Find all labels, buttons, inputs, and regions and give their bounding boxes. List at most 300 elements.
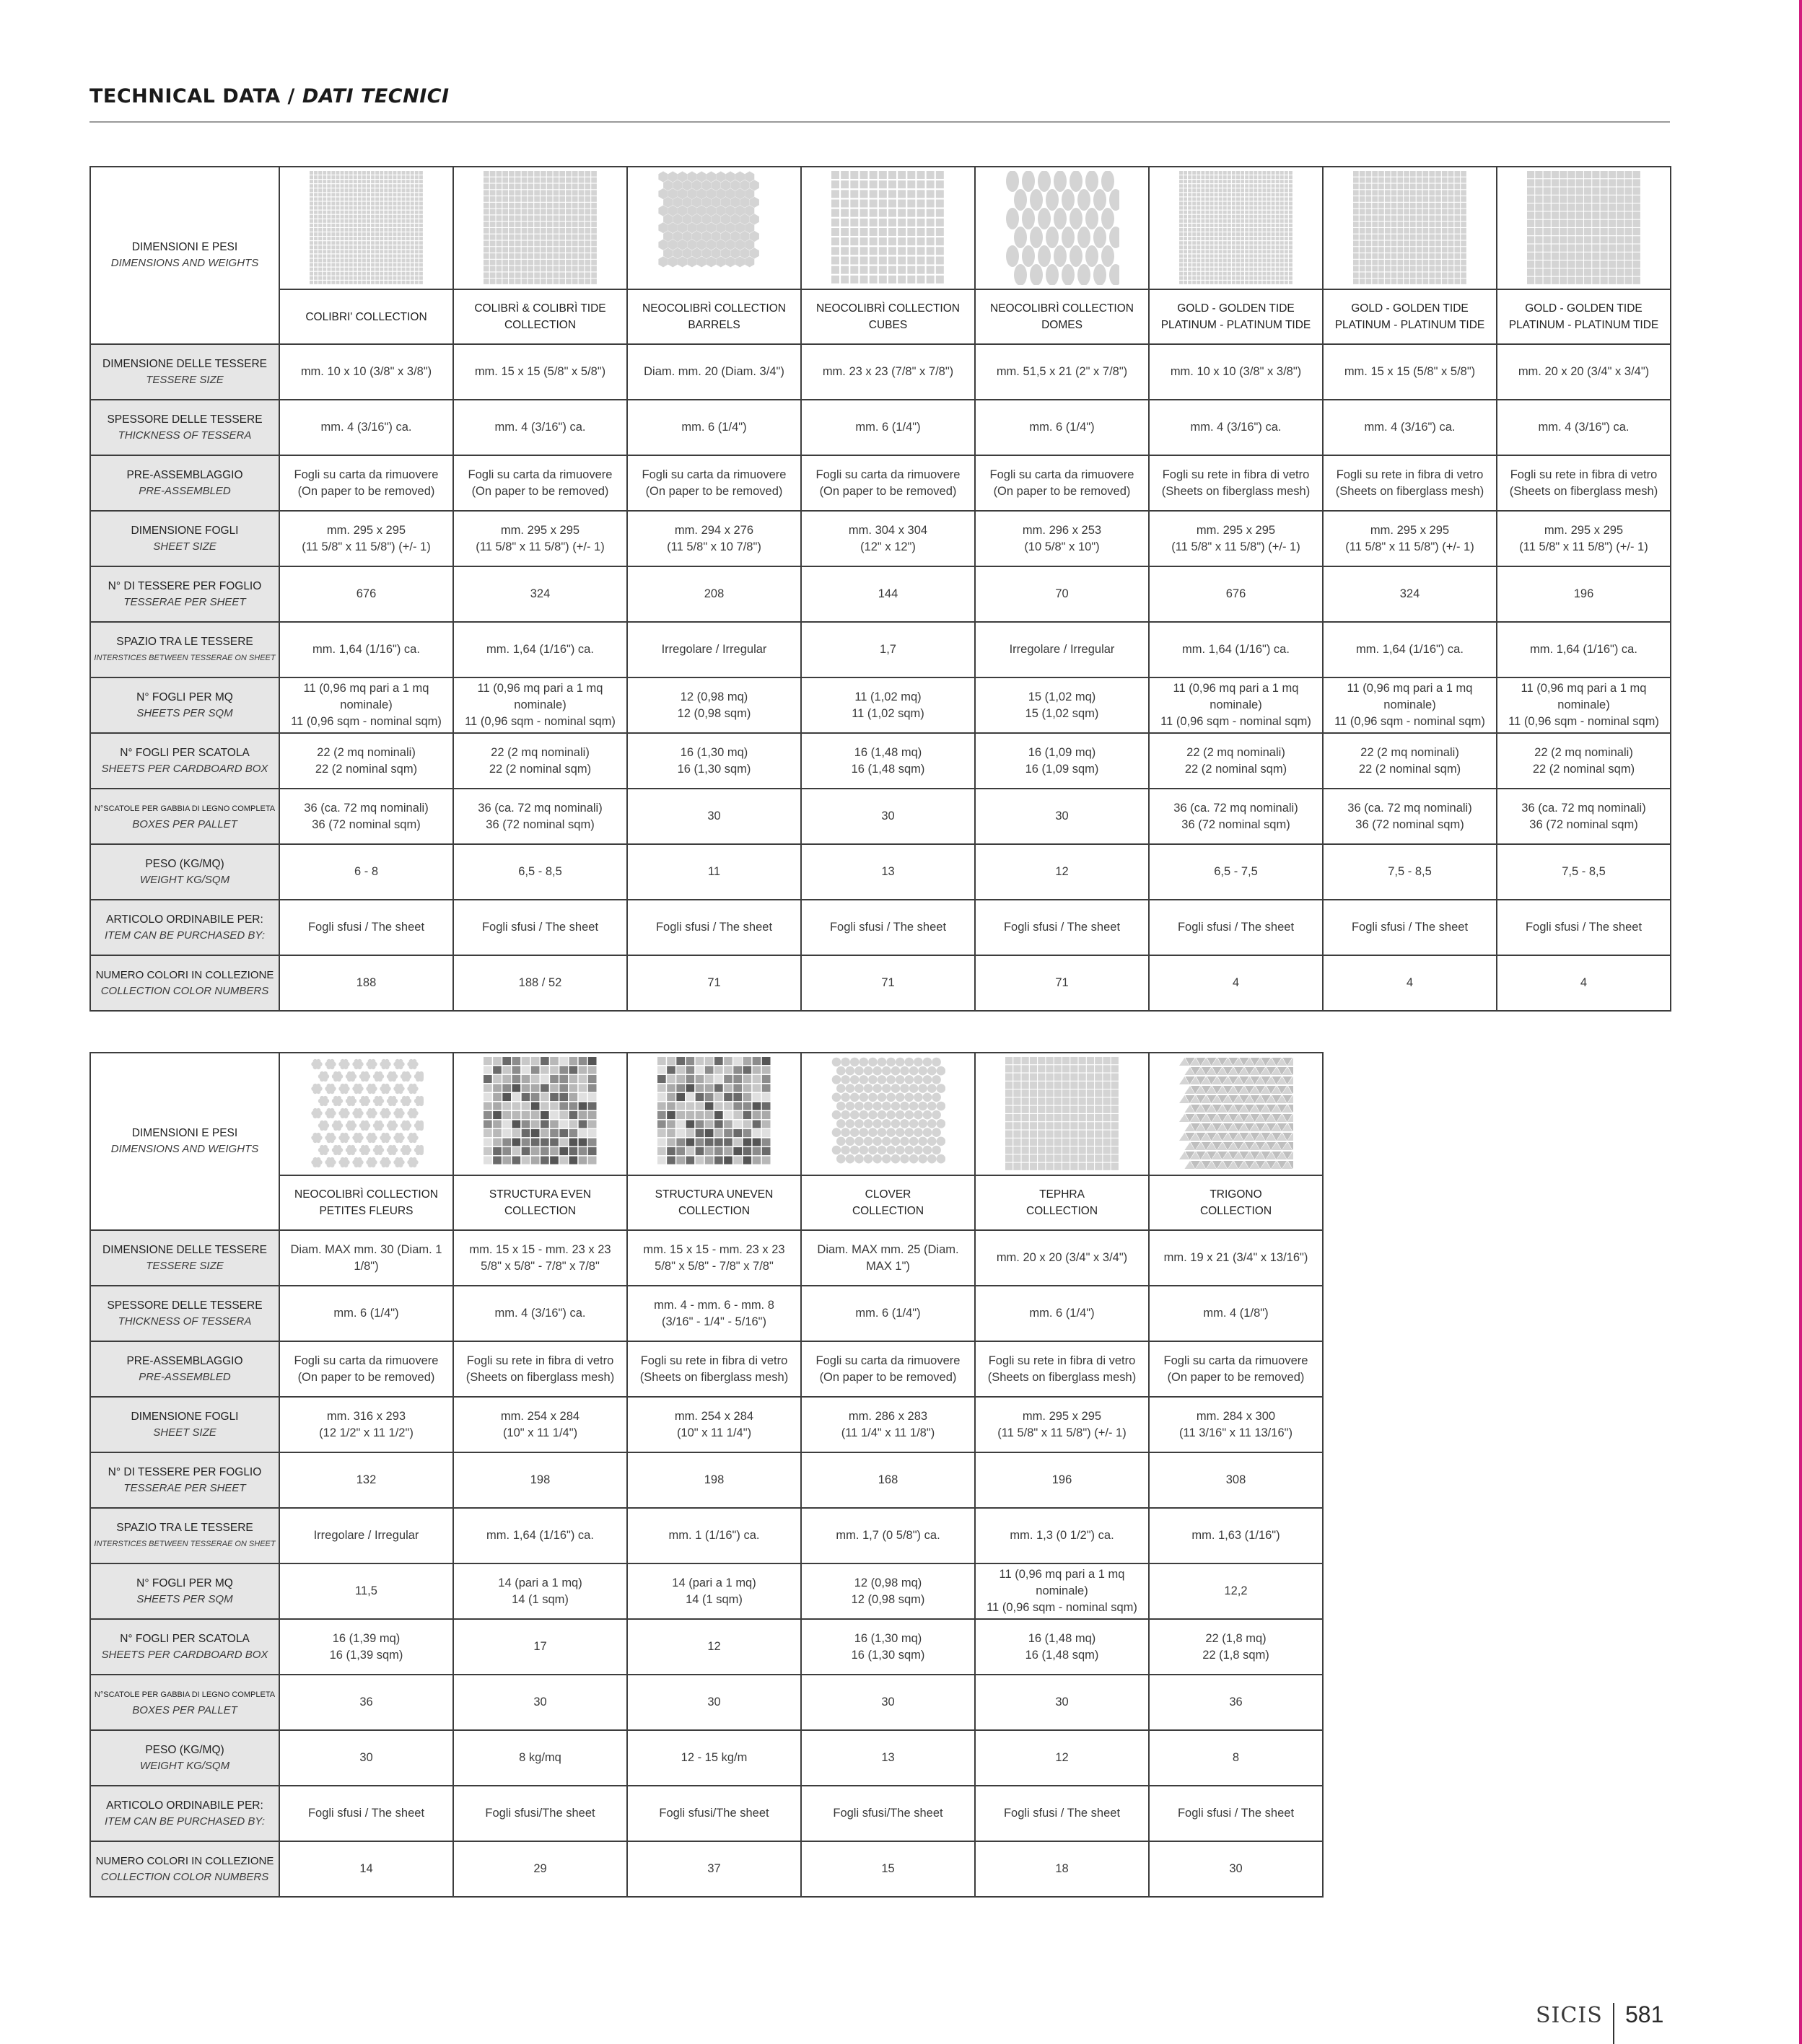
table-cell: mm. 286 x 283 (11 1/4" x 11 1/8") [801, 1397, 975, 1452]
row-label [90, 455, 279, 511]
row-label-italian: N° DI TESSERE PER FOGLIO [108, 1465, 262, 1478]
table-cell: mm. 6 (1/4") [801, 400, 975, 455]
table-cell: mm. 295 x 295 (11 5/8" x 11 5/8") (+/- 1) [279, 511, 453, 566]
table-cell: mm. 254 x 284 (10" x 11 1/4") [453, 1397, 627, 1452]
table-row [90, 1619, 1323, 1675]
table-row [90, 900, 1671, 955]
table-cell: 12 [975, 1730, 1149, 1786]
table-cell: Fogli su rete in fibra di vetro (Sheets on fiberglass mesh) [627, 1341, 801, 1397]
row-label-italian: SPAZIO TRA LE TESSERE [116, 635, 253, 648]
table-cell: mm. 10 x 10 (3/8" x 3/8") [1149, 344, 1323, 400]
table-cell: mm. 15 x 15 (5/8" x 5/8") [1323, 344, 1497, 400]
row-label-italian: N°SCATOLE PER GABBIA DI LEGNO COMPLETA [94, 1690, 276, 1699]
table-cell: Fogli sfusi / The sheet [627, 900, 801, 955]
product-swatch-cell [279, 167, 453, 289]
row-label-english: SHEET SIZE [153, 1426, 216, 1439]
row-label [90, 677, 279, 733]
table-cell: 18 [975, 1841, 1149, 1897]
table-row [90, 1397, 1323, 1452]
table-cell: mm. 23 x 23 (7/8" x 7/8") [801, 344, 975, 400]
row-label [90, 1341, 279, 1397]
table-cell: Irregolare / Irregular [975, 622, 1149, 677]
row-label-italian: NUMERO COLORI IN COLLEZIONE [95, 1854, 274, 1867]
row-label-italian: DIMENSIONE FOGLI [131, 524, 239, 537]
table-cell: 676 [279, 566, 453, 622]
footer-divider [1613, 2003, 1614, 2044]
row-label-italian: PRE-ASSEMBLAGGIO [126, 468, 243, 481]
table-cell: Fogli sfusi / The sheet [279, 1786, 453, 1841]
table-cell: 36 (ca. 72 mq nominali) 36 (72 nominal sqm) [279, 789, 453, 844]
table-row [90, 511, 1671, 566]
table-cell: mm. 15 x 15 - mm. 23 x 23 5/8" x 5/8" - 7/8" x 7/8" [627, 1230, 801, 1286]
table-cell: mm. 295 x 295 (11 5/8" x 11 5/8") (+/- 1) [975, 1397, 1149, 1452]
table-cell: 11 (0,96 mq pari a 1 mq nominale) 11 (0,96 sqm - nominal sqm) [279, 677, 453, 733]
table-cell: 37 [627, 1841, 801, 1897]
table-cell: mm. 20 x 20 (3/4" x 3/4") [975, 1230, 1149, 1286]
table-cell: 16 (1,09 mq) 16 (1,09 sqm) [975, 733, 1149, 789]
dimensions-weights-label-italian: DIMENSIONI E PESI [131, 1127, 238, 1139]
table-cell: mm. 316 x 293 (12 1/2" x 11 1/2") [279, 1397, 453, 1452]
row-label-english: TESSERE SIZE [146, 373, 224, 386]
row-label [90, 1730, 279, 1786]
table-cell: 6,5 - 8,5 [453, 844, 627, 900]
mixed-tile-icon [657, 1057, 771, 1171]
table-cell: 22 (2 mq nominali) 22 (2 nominal sqm) [1323, 733, 1497, 789]
grid-icon [1353, 171, 1467, 285]
row-label [90, 1230, 279, 1286]
table-row [90, 344, 1671, 400]
product-name: NEOCOLIBRÌ COLLECTION BARRELS [627, 289, 801, 344]
row-label [90, 900, 279, 955]
technical-data-table-2 [89, 1052, 1324, 1898]
table-cell: 11 (0,96 mq pari a 1 mq nominale) 11 (0,96 sqm - nominal sqm) [1497, 677, 1671, 733]
row-label-english: THICKNESS OF TESSERA [118, 429, 252, 442]
table-cell: Fogli su rete in fibra di vetro (Sheets on fiberglass mesh) [975, 1341, 1149, 1397]
table-cell: 36 (ca. 72 mq nominali) 36 (72 nominal sqm) [453, 789, 627, 844]
table-row [90, 1786, 1323, 1841]
product-swatch-cell [1149, 167, 1323, 289]
table-cell: 30 [975, 789, 1149, 844]
table-cell: mm. 1 (1/16") ca. [627, 1508, 801, 1563]
table-cell: 22 (2 mq nominali) 22 (2 nominal sqm) [279, 733, 453, 789]
table-cell: 6,5 - 7,5 [1149, 844, 1323, 900]
table-cell: Fogli su rete in fibra di vetro (Sheets on fiberglass mesh) [1323, 455, 1497, 511]
table-cell: 30 [279, 1730, 453, 1786]
product-swatch-cell [279, 1053, 453, 1175]
row-label-english: INTERSTICES BETWEEN TESSERAE ON SHEET [94, 653, 276, 662]
row-label-english: TESSERAE PER SHEET [123, 595, 246, 608]
table-cell: 188 [279, 955, 453, 1011]
mixed-tile-icon [484, 1057, 598, 1171]
table-cell: 4 [1323, 955, 1497, 1011]
fine-grid-icon [1179, 171, 1293, 285]
table-row [90, 1730, 1323, 1786]
row-label-italian: N°SCATOLE PER GABBIA DI LEGNO COMPLETA [94, 804, 276, 813]
table-cell: 198 [453, 1452, 627, 1508]
table-cell: Fogli su carta da rimuovere (On paper to be removed) [453, 455, 627, 511]
square-grid-icon [831, 171, 945, 285]
hexagon-pattern-icon [657, 171, 771, 285]
product-swatch-cell [453, 1053, 627, 1175]
product-name: TEPHRA COLLECTION [975, 1175, 1149, 1230]
table-row [90, 1841, 1323, 1897]
product-swatch-cell [801, 1053, 975, 1175]
row-label-english: SHEETS PER SQM [136, 706, 233, 719]
table-row [90, 1341, 1323, 1397]
table-cell: mm. 19 x 21 (3/4" x 13/16") [1149, 1230, 1323, 1286]
table-cell: 71 [801, 955, 975, 1011]
table-cell: Fogli su carta da rimuovere (On paper to be removed) [279, 455, 453, 511]
row-label-english: BOXES PER PALLET [132, 1703, 237, 1716]
table-cell: Fogli su carta da rimuovere (On paper to be removed) [801, 455, 975, 511]
table-cell: mm. 1,3 (0 1/2") ca. [975, 1508, 1149, 1563]
table-cell: Fogli sfusi / The sheet [975, 900, 1149, 955]
table-cell: 16 (1,48 mq) 16 (1,48 sqm) [801, 733, 975, 789]
table-cell: 11 [627, 844, 801, 900]
table-cell: mm. 6 (1/4") [627, 400, 801, 455]
table-cell: 4 [1149, 955, 1323, 1011]
table-cell: 36 (ca. 72 mq nominali) 36 (72 nominal sqm) [1323, 789, 1497, 844]
row-label-italian: N° FOGLI PER MQ [136, 690, 233, 703]
product-name: NEOCOLIBRÌ COLLECTION PETITES FLEURS [279, 1175, 453, 1230]
table-cell: 30 [627, 1675, 801, 1730]
row-label [90, 1452, 279, 1508]
row-label [90, 566, 279, 622]
table-cell: mm. 1,64 (1/16") ca. [1497, 622, 1671, 677]
table-cell: 11 (0,96 mq pari a 1 mq nominale) 11 (0,96 sqm - nominal sqm) [975, 1563, 1149, 1619]
product-name: GOLD - GOLDEN TIDE PLATINUM - PLATINUM TIDE [1497, 289, 1671, 344]
row-label [90, 511, 279, 566]
table-cell: 14 [279, 1841, 453, 1897]
table-cell: mm. 15 x 15 - mm. 23 x 23 5/8" x 5/8" - 7/8" x 7/8" [453, 1230, 627, 1286]
product-name: TRIGONO COLLECTION [1149, 1175, 1323, 1230]
table-cell: mm. 10 x 10 (3/8" x 3/8") [279, 344, 453, 400]
table-cell: 15 [801, 1841, 975, 1897]
table-row [90, 844, 1671, 900]
table-cell: 17 [453, 1619, 627, 1675]
table-cell: 7,5 - 8,5 [1323, 844, 1497, 900]
table-cell: 12 (0,98 mq) 12 (0,98 sqm) [801, 1563, 975, 1619]
product-swatch-cell [1149, 1053, 1323, 1175]
table-cell: 11 (0,96 mq pari a 1 mq nominale) 11 (0,96 sqm - nominal sqm) [1323, 677, 1497, 733]
row-label-italian: PRE-ASSEMBLAGGIO [126, 1354, 243, 1367]
row-label-italian: ARTICOLO ORDINABILE PER: [106, 913, 263, 926]
table-cell: mm. 6 (1/4") [801, 1286, 975, 1341]
row-label-english: PRE-ASSEMBLED [139, 1370, 231, 1383]
table-cell: 36 [279, 1675, 453, 1730]
clover-pattern-icon [831, 1057, 945, 1171]
dimensions-weights-label-italian: DIMENSIONI E PESI [131, 241, 238, 253]
row-label-italian: SPESSORE DELLE TESSERE [107, 1299, 263, 1312]
row-label [90, 1786, 279, 1841]
product-swatch-cell [975, 1053, 1149, 1175]
table-cell: 12,2 [1149, 1563, 1323, 1619]
table-cell: mm. 1,7 (0 5/8") ca. [801, 1508, 975, 1563]
row-label-italian: ARTICOLO ORDINABILE PER: [106, 1799, 263, 1812]
table-cell: mm. 4 (3/16") ca. [453, 1286, 627, 1341]
row-label-italian: NUMERO COLORI IN COLLEZIONE [95, 968, 274, 981]
table-row [90, 622, 1671, 677]
row-label-english: BOXES PER PALLET [132, 817, 237, 830]
product-name: GOLD - GOLDEN TIDE PLATINUM - PLATINUM TIDE [1323, 289, 1497, 344]
table-cell: 11 (0,96 mq pari a 1 mq nominale) 11 (0,96 sqm - nominal sqm) [453, 677, 627, 733]
row-label [90, 1508, 279, 1563]
table-cell: 208 [627, 566, 801, 622]
table-cell: 11 (0,96 mq pari a 1 mq nominale) 11 (0,96 sqm - nominal sqm) [1149, 677, 1323, 733]
table-cell: 13 [801, 844, 975, 900]
table-cell: 11 (1,02 mq) 11 (1,02 sqm) [801, 677, 975, 733]
product-name: STRUCTURA UNEVEN COLLECTION [627, 1175, 801, 1230]
table-cell: Diam. MAX mm. 25 (Diam. MAX 1") [801, 1230, 975, 1286]
table-cell: Fogli sfusi / The sheet [453, 900, 627, 955]
table-cell: mm. 20 x 20 (3/4" x 3/4") [1497, 344, 1671, 400]
table-cell: Fogli su carta da rimuovere (On paper to be removed) [801, 1341, 975, 1397]
table-cell: Fogli su rete in fibra di vetro (Sheets on fiberglass mesh) [1149, 455, 1323, 511]
product-swatch-cell [627, 1053, 801, 1175]
table-cell: Irregolare / Irregular [627, 622, 801, 677]
table-cell: mm. 294 x 276 (11 5/8" x 10 7/8") [627, 511, 801, 566]
table-cell: mm. 296 x 253 (10 5/8" x 10") [975, 511, 1149, 566]
row-label-english: ITEM CAN BE PURCHASED BY: [105, 929, 265, 942]
table-cell: mm. 1,64 (1/16") ca. [1323, 622, 1497, 677]
product-swatch-cell [801, 167, 975, 289]
table-cell: 1,7 [801, 622, 975, 677]
triangle-pattern-icon [1179, 1057, 1293, 1171]
row-label-italian: N° FOGLI PER SCATOLA [120, 1632, 250, 1645]
table-cell: Fogli sfusi / The sheet [801, 900, 975, 955]
table-cell: 196 [1497, 566, 1671, 622]
table-cell: Fogli sfusi/The sheet [453, 1786, 627, 1841]
table-cell: 12 (0,98 mq) 12 (0,98 sqm) [627, 677, 801, 733]
row-label-english: SHEETS PER CARDBOARD BOX [101, 1648, 268, 1661]
table-row [90, 1286, 1323, 1341]
table-cell: Fogli sfusi/The sheet [627, 1786, 801, 1841]
row-label-italian: N° FOGLI PER MQ [136, 1576, 233, 1589]
table-cell: 14 (pari a 1 mq) 14 (1 sqm) [627, 1563, 801, 1619]
row-label-english: WEIGHT KG/SQM [139, 1759, 230, 1772]
table-cell: Fogli sfusi / The sheet [279, 900, 453, 955]
table-row [90, 1230, 1323, 1286]
table-row [90, 1563, 1323, 1619]
table-cell: mm. 1,63 (1/16") [1149, 1508, 1323, 1563]
product-name: STRUCTURA EVEN COLLECTION [453, 1175, 627, 1230]
table-row [90, 955, 1671, 1011]
table-cell: Fogli sfusi/The sheet [801, 1786, 975, 1841]
table-cell: 29 [453, 1841, 627, 1897]
table-cell: 71 [627, 955, 801, 1011]
row-label-english: SHEET SIZE [153, 540, 216, 553]
table-cell: mm. 4 (3/16") ca. [453, 400, 627, 455]
table-cell: mm. 4 (3/16") ca. [1149, 400, 1323, 455]
product-swatch-cell [1497, 167, 1671, 289]
table-row [90, 1508, 1323, 1563]
table-cell: 16 (1,30 mq) 16 (1,30 sqm) [801, 1619, 975, 1675]
table-row [90, 455, 1671, 511]
row-label [90, 1675, 279, 1730]
table-cell: 11,5 [279, 1563, 453, 1619]
page-title-main: TECHNICAL DATA / [89, 85, 302, 108]
row-label [90, 344, 279, 400]
product-name: CLOVER COLLECTION [801, 1175, 975, 1230]
table-cell: mm. 1,64 (1/16") ca. [279, 622, 453, 677]
table-cell: Fogli su carta da rimuovere (On paper to be removed) [279, 1341, 453, 1397]
table-cell: 36 [1149, 1675, 1323, 1730]
row-label-italian: DIMENSIONE DELLE TESSERE [102, 1243, 267, 1256]
table-cell: 12 [975, 844, 1149, 900]
medium-grid-icon [1527, 171, 1641, 285]
table-cell: 8 [1149, 1730, 1323, 1786]
table-cell: mm. 6 (1/4") [975, 400, 1149, 455]
brand-logo: SICIS [1536, 2003, 1603, 2028]
table-cell: mm. 51,5 x 21 (2" x 7/8") [975, 344, 1149, 400]
row-label [90, 733, 279, 789]
table-cell: mm. 4 (3/16") ca. [1497, 400, 1671, 455]
table-row [90, 566, 1671, 622]
row-label-english: SHEETS PER SQM [136, 1592, 233, 1605]
product-swatch-cell [975, 167, 1149, 289]
table-cell: 4 [1497, 955, 1671, 1011]
dimensions-weights-label-english: DIMENSIONS AND WEIGHTS [110, 1143, 259, 1155]
title-divider [89, 121, 1670, 123]
row-label-italian: SPESSORE DELLE TESSERE [107, 413, 263, 426]
table-cell: 16 (1,39 mq) 16 (1,39 sqm) [279, 1619, 453, 1675]
row-label-english: INTERSTICES BETWEEN TESSERAE ON SHEET [94, 1539, 276, 1548]
row-label-english: WEIGHT KG/SQM [139, 873, 230, 886]
product-name: COLIBRÌ & COLIBRÌ TIDE COLLECTION [453, 289, 627, 344]
table-cell: 36 (ca. 72 mq nominali) 36 (72 nominal sqm) [1149, 789, 1323, 844]
table-cell: 308 [1149, 1452, 1323, 1508]
table-cell: mm. 295 x 295 (11 5/8" x 11 5/8") (+/- 1) [453, 511, 627, 566]
table-row [90, 400, 1671, 455]
table-cell: mm. 284 x 300 (11 3/16" x 11 13/16") [1149, 1397, 1323, 1452]
row-label [90, 844, 279, 900]
table-cell: Fogli su carta da rimuovere (On paper to be removed) [1149, 1341, 1323, 1397]
table-cell: 22 (1,8 mq) 22 (1,8 sqm) [1149, 1619, 1323, 1675]
table-cell: 6 - 8 [279, 844, 453, 900]
table-cell: Fogli sfusi / The sheet [975, 1786, 1149, 1841]
table-cell: 30 [627, 789, 801, 844]
table-cell: 13 [801, 1730, 975, 1786]
table-row [90, 733, 1671, 789]
table-cell: 15 (1,02 mq) 15 (1,02 sqm) [975, 677, 1149, 733]
table-cell: Diam. mm. 20 (Diam. 3/4") [627, 344, 801, 400]
medium-grid-icon [1005, 1057, 1119, 1171]
row-label-english: THICKNESS OF TESSERA [118, 1315, 252, 1328]
table-row [90, 789, 1671, 844]
table-cell: mm. 1,64 (1/16") ca. [453, 622, 627, 677]
row-label [90, 955, 279, 1011]
row-label-english: COLLECTION COLOR NUMBERS [100, 984, 269, 997]
table-cell: mm. 4 (3/16") ca. [1323, 400, 1497, 455]
table-cell: mm. 295 x 295 (11 5/8" x 11 5/8") (+/- 1) [1323, 511, 1497, 566]
product-name: GOLD - GOLDEN TIDE PLATINUM - PLATINUM TIDE [1149, 289, 1323, 344]
fine-grid-icon [310, 171, 424, 285]
table-cell: 198 [627, 1452, 801, 1508]
page-edge-accent [1799, 0, 1802, 2044]
table-cell: mm. 254 x 284 (10" x 11 1/4") [627, 1397, 801, 1452]
table-cell: Fogli su carta da rimuovere (On paper to be removed) [627, 455, 801, 511]
table-cell: mm. 295 x 295 (11 5/8" x 11 5/8") (+/- 1) [1149, 511, 1323, 566]
row-label-english: COLLECTION COLOR NUMBERS [100, 1870, 269, 1883]
table-cell: Diam. MAX mm. 30 (Diam. 1 1/8") [279, 1230, 453, 1286]
table-row [90, 677, 1671, 733]
product-swatch-cell [627, 167, 801, 289]
table-cell: 132 [279, 1452, 453, 1508]
oval-pattern-icon [1005, 171, 1119, 285]
table-cell: 30 [1149, 1841, 1323, 1897]
table-cell: 7,5 - 8,5 [1497, 844, 1671, 900]
product-name: NEOCOLIBRÌ COLLECTION CUBES [801, 289, 975, 344]
table-cell: 168 [801, 1452, 975, 1508]
row-label [90, 1841, 279, 1897]
table-cell: 144 [801, 566, 975, 622]
technical-data-table-1 [89, 166, 1671, 1012]
table-cell: Fogli sfusi / The sheet [1149, 900, 1323, 955]
row-label [90, 1619, 279, 1675]
table-cell: Irregolare / Irregular [279, 1508, 453, 1563]
dimensions-weights-label [90, 1053, 279, 1230]
row-label [90, 1563, 279, 1619]
table-cell: 30 [975, 1675, 1149, 1730]
table-cell: 71 [975, 955, 1149, 1011]
table-cell: 30 [801, 1675, 975, 1730]
product-swatch-cell [1323, 167, 1497, 289]
table-cell: mm. 6 (1/4") [975, 1286, 1149, 1341]
table-cell: Fogli sfusi / The sheet [1149, 1786, 1323, 1841]
table-cell: Fogli su rete in fibra di vetro (Sheets on fiberglass mesh) [1497, 455, 1671, 511]
grid-icon [484, 171, 598, 285]
table-cell: mm. 4 (3/16") ca. [279, 400, 453, 455]
table-cell: Fogli su carta da rimuovere (On paper to be removed) [975, 455, 1149, 511]
page-title [89, 85, 450, 108]
dimensions-weights-label-english: DIMENSIONS AND WEIGHTS [110, 257, 259, 269]
table-cell: 22 (2 mq nominali) 22 (2 nominal sqm) [453, 733, 627, 789]
row-label-english: TESSERE SIZE [146, 1259, 224, 1272]
table-cell: 188 / 52 [453, 955, 627, 1011]
table-cell: 36 (ca. 72 mq nominali) 36 (72 nominal sqm) [1497, 789, 1671, 844]
row-label-english: PRE-ASSEMBLED [139, 484, 231, 497]
product-swatch-cell [453, 167, 627, 289]
table-row [90, 1675, 1323, 1730]
row-label-italian: N° FOGLI PER SCATOLA [120, 746, 250, 759]
table-cell: Fogli sfusi / The sheet [1323, 900, 1497, 955]
table-cell: 8 kg/mq [453, 1730, 627, 1786]
row-label [90, 1286, 279, 1341]
table-cell: 676 [1149, 566, 1323, 622]
row-label [90, 789, 279, 844]
table-cell: 30 [801, 789, 975, 844]
table-cell: mm. 295 x 295 (11 5/8" x 11 5/8") (+/- 1) [1497, 511, 1671, 566]
page-number: 581 [1625, 2001, 1664, 2027]
table-cell: 324 [453, 566, 627, 622]
row-label-italian: PESO (KG/MQ) [145, 1743, 224, 1756]
table-cell: 12 [627, 1619, 801, 1675]
row-label-italian: DIMENSIONE DELLE TESSERE [102, 357, 267, 370]
table-cell: 22 (2 mq nominali) 22 (2 nominal sqm) [1149, 733, 1323, 789]
product-name: NEOCOLIBRÌ COLLECTION DOMES [975, 289, 1149, 344]
table-cell: 30 [453, 1675, 627, 1730]
table-cell: Fogli sfusi / The sheet [1497, 900, 1671, 955]
table-row [90, 1452, 1323, 1508]
table-cell: 22 (2 mq nominali) 22 (2 nominal sqm) [1497, 733, 1671, 789]
table-cell: mm. 1,64 (1/16") ca. [1149, 622, 1323, 677]
table-cell: mm. 4 (1/8") [1149, 1286, 1323, 1341]
row-label-italian: N° DI TESSERE PER FOGLIO [108, 579, 262, 592]
table-cell: 14 (pari a 1 mq) 14 (1 sqm) [453, 1563, 627, 1619]
table-cell: 70 [975, 566, 1149, 622]
table-cell: mm. 304 x 304 (12" x 12") [801, 511, 975, 566]
table-cell: mm. 6 (1/4") [279, 1286, 453, 1341]
